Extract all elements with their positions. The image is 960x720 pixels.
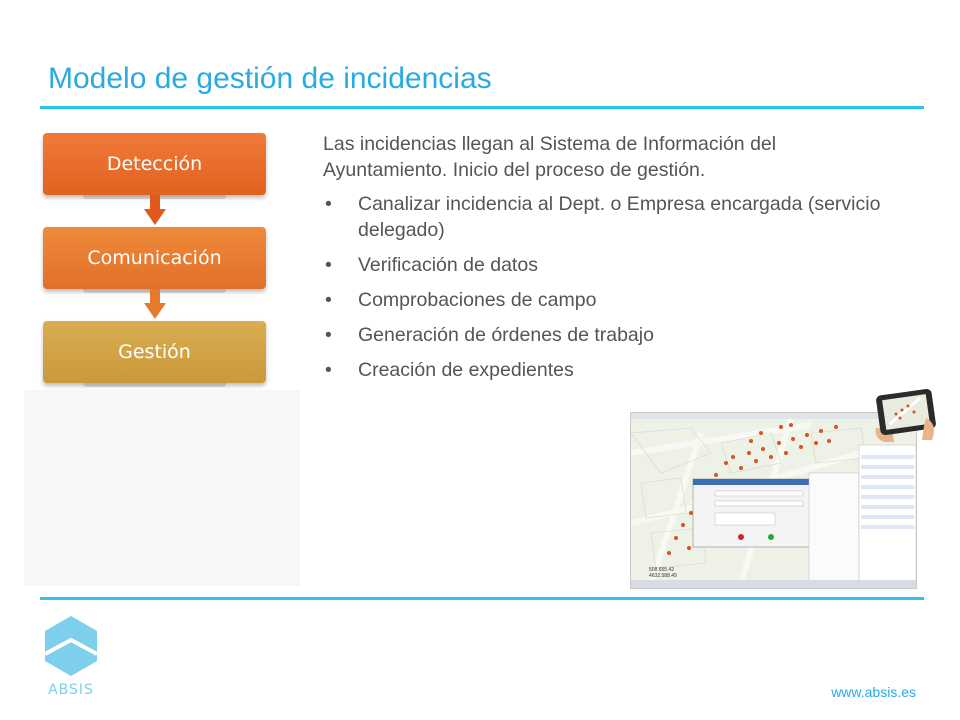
- flow-step-gestion: [43, 321, 266, 383]
- empty-panel: [24, 390, 300, 586]
- list-item: • Generación de órdenes de trabajo: [325, 324, 654, 346]
- tablet-device-image: [872, 388, 938, 444]
- bullet-list: [323, 191, 883, 383]
- down-arrow-icon: [143, 195, 167, 227]
- list-item: • Verificación de datos: [325, 254, 538, 276]
- flow-step-label: Detección: [106, 153, 203, 175]
- flow-step-deteccion: [43, 133, 266, 195]
- intro-paragraph: Las incidencias llegan al Sistema de Información del Ayuntamiento. Inicio del proceso de gestión.: [323, 133, 777, 181]
- svg-text:4632.588.49: 4632.588.49: [649, 573, 677, 579]
- list-item: • Canalizar incidencia al Dept. o Empresa encargada (servicio delegado): [325, 193, 881, 241]
- svg-text:ABSIS: ABSIS: [48, 682, 94, 698]
- content-text: [323, 131, 883, 392]
- header-divider: [40, 106, 924, 109]
- flow-step-label: Comunicación: [87, 247, 222, 269]
- flow-step-label: Gestión: [118, 341, 191, 363]
- flow-step-comunicacion: [43, 227, 266, 289]
- website-link[interactable]: www.absis.es: [831, 684, 916, 700]
- list-item: • Creación de expedientes: [325, 359, 574, 381]
- svg-text:508.655.42: 508.655.42: [649, 567, 675, 573]
- list-item: • Comprobaciones de campo: [325, 289, 597, 311]
- down-arrow-icon: [143, 289, 167, 321]
- slide-title: Modelo de gestión de incidencias: [48, 62, 492, 95]
- absis-logo: [40, 614, 102, 698]
- footer-divider: [40, 597, 924, 600]
